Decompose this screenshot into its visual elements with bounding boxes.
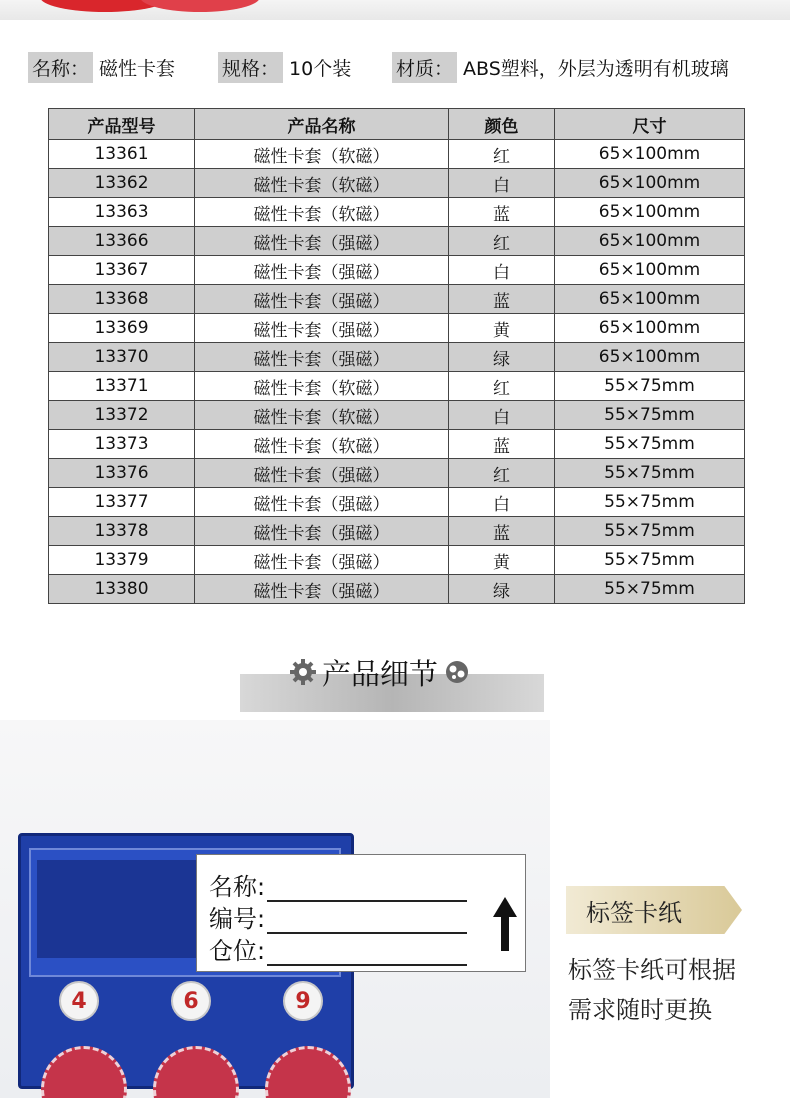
header-color: 颜色 <box>449 109 555 140</box>
cell-product-name: 磁性卡套（强磁） <box>195 488 449 517</box>
cell-product-name: 磁性卡套（软磁） <box>195 401 449 430</box>
table-row <box>49 401 745 430</box>
cell-size: 55×75mm <box>555 517 745 546</box>
header-model: 产品型号 <box>49 109 195 140</box>
spec-size-label: 规格： <box>218 52 283 83</box>
cell-color: 白 <box>449 169 555 198</box>
cell-model: 13361 <box>49 140 195 169</box>
cell-model: 13366 <box>49 227 195 256</box>
header-product-name: 产品名称 <box>195 109 449 140</box>
cell-product-name: 磁性卡套（强磁） <box>195 314 449 343</box>
cell-size: 55×75mm <box>555 488 745 517</box>
cell-model: 13371 <box>49 372 195 401</box>
feature-note-line2: 需求随时更换 <box>568 996 712 1024</box>
product-table <box>48 108 745 604</box>
feature-label <box>566 886 742 934</box>
spec-material-label: 材质： <box>392 52 457 83</box>
cell-color: 蓝 <box>449 285 555 314</box>
cell-product-name: 磁性卡套（强磁） <box>195 459 449 488</box>
table-row <box>49 517 745 546</box>
cell-color: 绿 <box>449 343 555 372</box>
red-product-edge <box>140 0 260 12</box>
cell-product-name: 磁性卡套（软磁） <box>195 169 449 198</box>
cell-size: 55×75mm <box>555 372 745 401</box>
spec-name <box>28 52 181 82</box>
cell-color: 蓝 <box>449 430 555 459</box>
card-row-location: 仓位: <box>209 931 467 966</box>
cell-model: 13367 <box>49 256 195 285</box>
cell-model: 13377 <box>49 488 195 517</box>
label-card <box>196 854 526 972</box>
table-row <box>49 488 745 517</box>
feature-label-text: 标签卡纸 <box>586 898 682 927</box>
cell-size: 55×75mm <box>555 575 745 604</box>
cell-model: 13373 <box>49 430 195 459</box>
table-row <box>49 198 745 227</box>
spec-name-value: 磁性卡套 <box>99 57 176 80</box>
product-photo <box>0 720 550 1098</box>
cell-model: 13372 <box>49 401 195 430</box>
cell-model: 13363 <box>49 198 195 227</box>
cell-size: 65×100mm <box>555 169 745 198</box>
spec-material-value: ABS塑料，外层为透明有机玻璃 <box>463 57 729 80</box>
cell-model: 13368 <box>49 285 195 314</box>
table-row <box>49 285 745 314</box>
cell-color: 红 <box>449 372 555 401</box>
cell-product-name: 磁性卡套（软磁） <box>195 198 449 227</box>
cell-product-name: 磁性卡套（软磁） <box>195 430 449 459</box>
cell-size: 65×100mm <box>555 314 745 343</box>
spec-name-label: 名称： <box>28 52 93 83</box>
spec-size <box>218 52 357 82</box>
cell-color: 白 <box>449 401 555 430</box>
table-row <box>49 140 745 169</box>
table-row <box>49 169 745 198</box>
cell-product-name: 磁性卡套（强磁） <box>195 517 449 546</box>
header-size: 尺寸 <box>555 109 745 140</box>
cell-size: 65×100mm <box>555 198 745 227</box>
card-row-name: 名称: <box>209 867 467 902</box>
cell-model: 13379 <box>49 546 195 575</box>
table-row <box>49 372 745 401</box>
cell-product-name: 磁性卡套（强磁） <box>195 227 449 256</box>
table-header-row <box>49 109 745 140</box>
table-row <box>49 575 745 604</box>
cell-size: 55×75mm <box>555 546 745 575</box>
feature-note-line1: 标签卡纸可根据 <box>568 956 736 984</box>
number-dial: 4 <box>59 981 99 1021</box>
table-row <box>49 314 745 343</box>
cell-color: 黄 <box>449 546 555 575</box>
cell-size: 55×75mm <box>555 430 745 459</box>
table-row <box>49 546 745 575</box>
detail-section-header <box>240 646 544 712</box>
card-row-number: 编号: <box>209 899 467 934</box>
cell-product-name: 磁性卡套（软磁） <box>195 372 449 401</box>
table-row <box>49 256 745 285</box>
spec-material <box>392 52 735 82</box>
top-photo-strip <box>0 0 790 20</box>
cell-color: 红 <box>449 459 555 488</box>
spec-size-value: 10个装 <box>289 57 352 80</box>
cell-color: 黄 <box>449 314 555 343</box>
cell-model: 13380 <box>49 575 195 604</box>
cell-size: 65×100mm <box>555 285 745 314</box>
table-row <box>49 459 745 488</box>
cell-product-name: 磁性卡套（强磁） <box>195 343 449 372</box>
detail-title <box>284 652 476 692</box>
cell-size: 65×100mm <box>555 140 745 169</box>
cell-color: 白 <box>449 256 555 285</box>
cell-color: 蓝 <box>449 517 555 546</box>
cell-color: 红 <box>449 227 555 256</box>
cell-model: 13362 <box>49 169 195 198</box>
cell-product-name: 磁性卡套（软磁） <box>195 140 449 169</box>
blank-line <box>267 944 467 966</box>
cell-model: 13370 <box>49 343 195 372</box>
number-dial: 6 <box>171 981 211 1021</box>
number-wheel <box>41 1046 127 1098</box>
cell-model: 13369 <box>49 314 195 343</box>
cell-product-name: 磁性卡套（强磁） <box>195 256 449 285</box>
table-body <box>49 140 745 604</box>
table-row <box>49 343 745 372</box>
gear-icon <box>444 659 470 685</box>
cell-size: 65×100mm <box>555 227 745 256</box>
table-row <box>49 430 745 459</box>
detail-title-text: 产品细节 <box>322 656 439 691</box>
gear-icon <box>290 659 316 685</box>
cell-product-name: 磁性卡套（强磁） <box>195 285 449 314</box>
cell-color: 绿 <box>449 575 555 604</box>
window-shadow <box>37 860 207 958</box>
number-wheel <box>265 1046 351 1098</box>
cell-size: 55×75mm <box>555 401 745 430</box>
spec-line <box>0 52 790 86</box>
cell-product-name: 磁性卡套（强磁） <box>195 575 449 604</box>
cell-size: 65×100mm <box>555 256 745 285</box>
cell-size: 65×100mm <box>555 343 745 372</box>
number-wheel <box>153 1046 239 1098</box>
up-arrow-icon <box>493 895 517 951</box>
cell-color: 蓝 <box>449 198 555 227</box>
cell-color: 白 <box>449 488 555 517</box>
cell-model: 13378 <box>49 517 195 546</box>
number-dial: 9 <box>283 981 323 1021</box>
cell-model: 13376 <box>49 459 195 488</box>
cell-product-name: 磁性卡套（强磁） <box>195 546 449 575</box>
table-row <box>49 227 745 256</box>
cell-size: 55×75mm <box>555 459 745 488</box>
cell-color: 红 <box>449 140 555 169</box>
